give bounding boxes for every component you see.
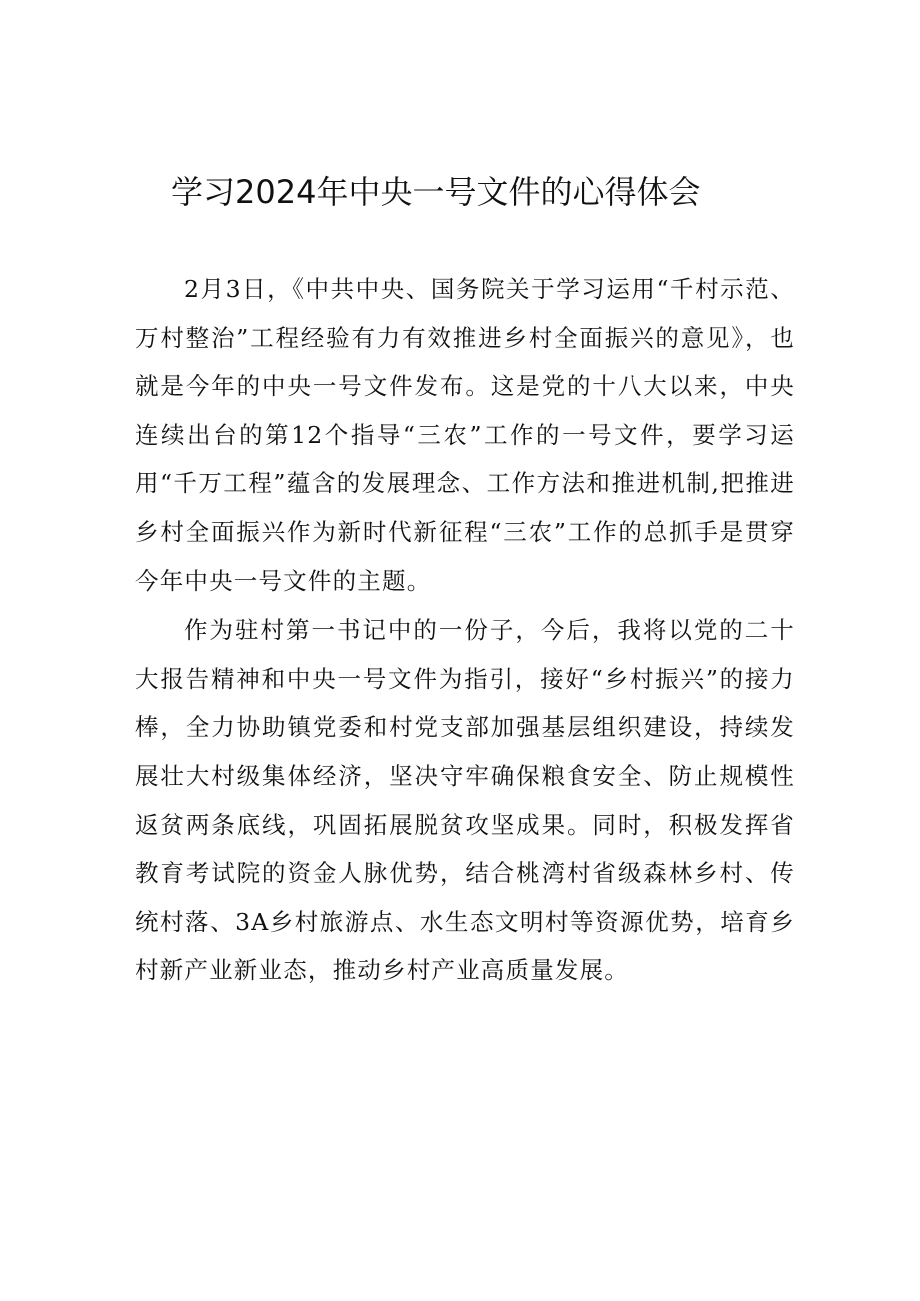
document-body	[135, 265, 795, 996]
paragraph-1: 2月3日，《中共中央、国务院关于学习运用“千村示范、万村整治”工程经验有力有效推进乡村全面振兴的意见》，也就是今年的中央一号文件发布。这是党的十八大以来，中央连续出台的第12个指导“三农”工作的一号文件，要学习运用“千万工程”蕴含的发展理念、工作方法和推进机制,把推进乡村全面振兴作为新时代新征程“三农”工作的总抓手是贯穿今年中央一号文件的主题。	[135, 275, 795, 595]
document-title: 学习2024年中央一号文件的心得体会	[171, 173, 701, 211]
paragraph-2: 作为驻村第一书记中的一份子，今后，我将以党的二十大报告精神和中央一号文件为指引，接好“乡村振兴”的接力棒，全力协助镇党委和村党支部加强基层组织建设，持续发展壮大村级集体经济，坚决守牢确保粮食安全、防止规模性返贫两条底线，巩固拓展脱贫攻坚成果。同时，积极发挥省教育考试院的资金人脉优势，结合桃湾村省级森林乡村、传统村落、3A乡村旅游点、水生态文明村等资源优势，培育乡村新产业新业态，推动乡村产业高质量发展。	[135, 616, 795, 985]
